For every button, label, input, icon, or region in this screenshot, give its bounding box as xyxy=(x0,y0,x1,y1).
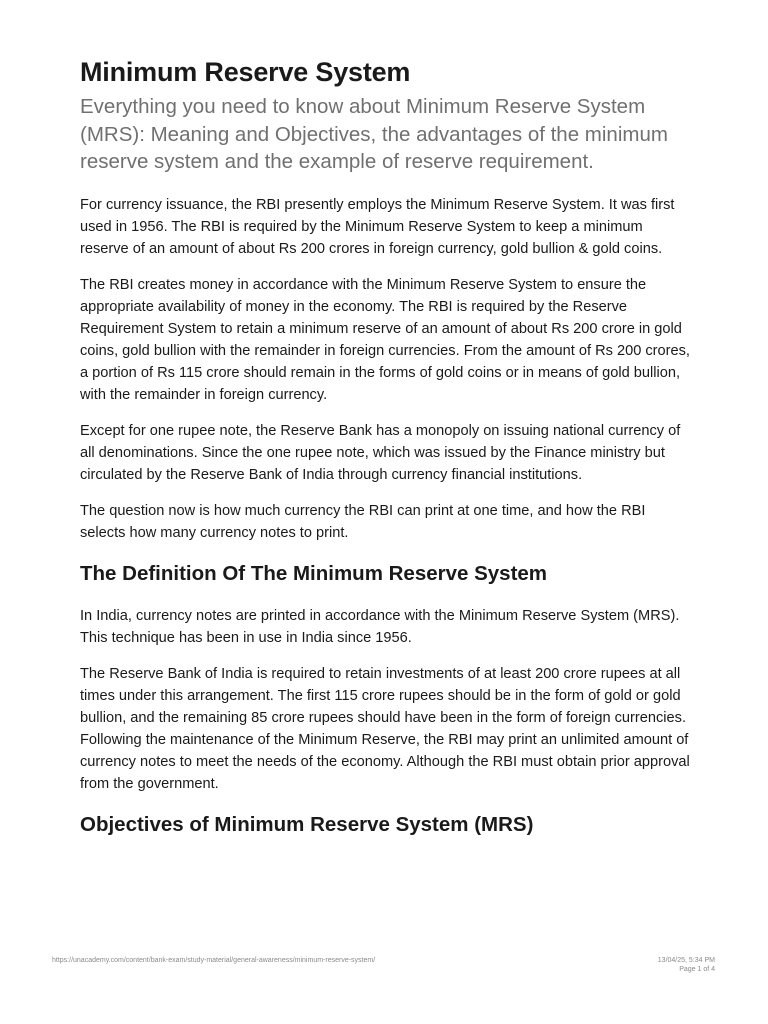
intro-paragraph-1: For currency issuance, the RBI presently employs the Minimum Reserve System. It was first used in 1956. The RBI is required by the Minimum Reserve System to keep a minimum reserve of an amount of about Rs 200 crores in foreign currency, gold bullion & gold coins. xyxy=(80,196,675,257)
definition-paragraph-1: In India, currency notes are printed in accordance with the Minimum Reserve System (MRS). This technique has been in use in India since 1956. xyxy=(80,607,680,646)
page-title: Minimum Reserve System xyxy=(80,57,411,87)
section-heading-objectives: Objectives of Minimum Reserve System (MRS) xyxy=(80,812,534,836)
intro-paragraph-2: The RBI creates money in accordance with the Minimum Reserve System to ensure the appropriate availability of money in the economy. The RBI is required by the Reserve Requirement System to retain a minimum reserve of an amount of about Rs 200 crore in gold coins, gold bullion with the remainder in foreign currencies. From the amount of Rs 200 crores, a portion of Rs 115 crore should remain in the forms of gold coins or in means of gold bullion, with the remainder in foreign currency. xyxy=(80,276,690,403)
footer-meta xyxy=(658,957,715,974)
footer-url: https://unacademy.com/content/bank-exam/study-material/general-awareness/minimum-reserve-system/ xyxy=(52,957,376,964)
intro-paragraph-3: Except for one rupee note, the Reserve Bank has a monopoly on issuing national currency of all denominations. Since the one rupee note, which was issued by the Finance ministry but circulated by the Reserve Bank of India through currency financial institutions. xyxy=(80,422,681,483)
footer-datetime: 13/04/25, 5:34 PM xyxy=(657,957,715,964)
document-page xyxy=(80,52,692,840)
page-subtitle: Everything you need to know about Minimum Reserve System (MRS): Meaning and Objectives, the advantages of the minimum reserve system and the example of reserve requirement. xyxy=(80,95,668,173)
definition-paragraph-2: The Reserve Bank of India is required to retain investments of at least 200 crore rupees at all times under this arrangement. The first 115 crore rupees should be in the form of gold or gold bullion, and the remaining 85 crore rupees should have been in the form of foreign currencies. Following the maintenance of the Minimum Reserve, the RBI may print an unlimited amount of currency notes to meet the needs of the economy. Although the RBI must obtain prior approval from the government. xyxy=(80,665,690,792)
footer-page-number: Page 1 of 4 xyxy=(679,965,715,973)
section-heading-definition: The Definition Of The Minimum Reserve System xyxy=(80,561,548,585)
intro-paragraph-4: The question now is how much currency the RBI can print at one time, and how the RBI selects how many currency notes to print. xyxy=(80,502,646,541)
